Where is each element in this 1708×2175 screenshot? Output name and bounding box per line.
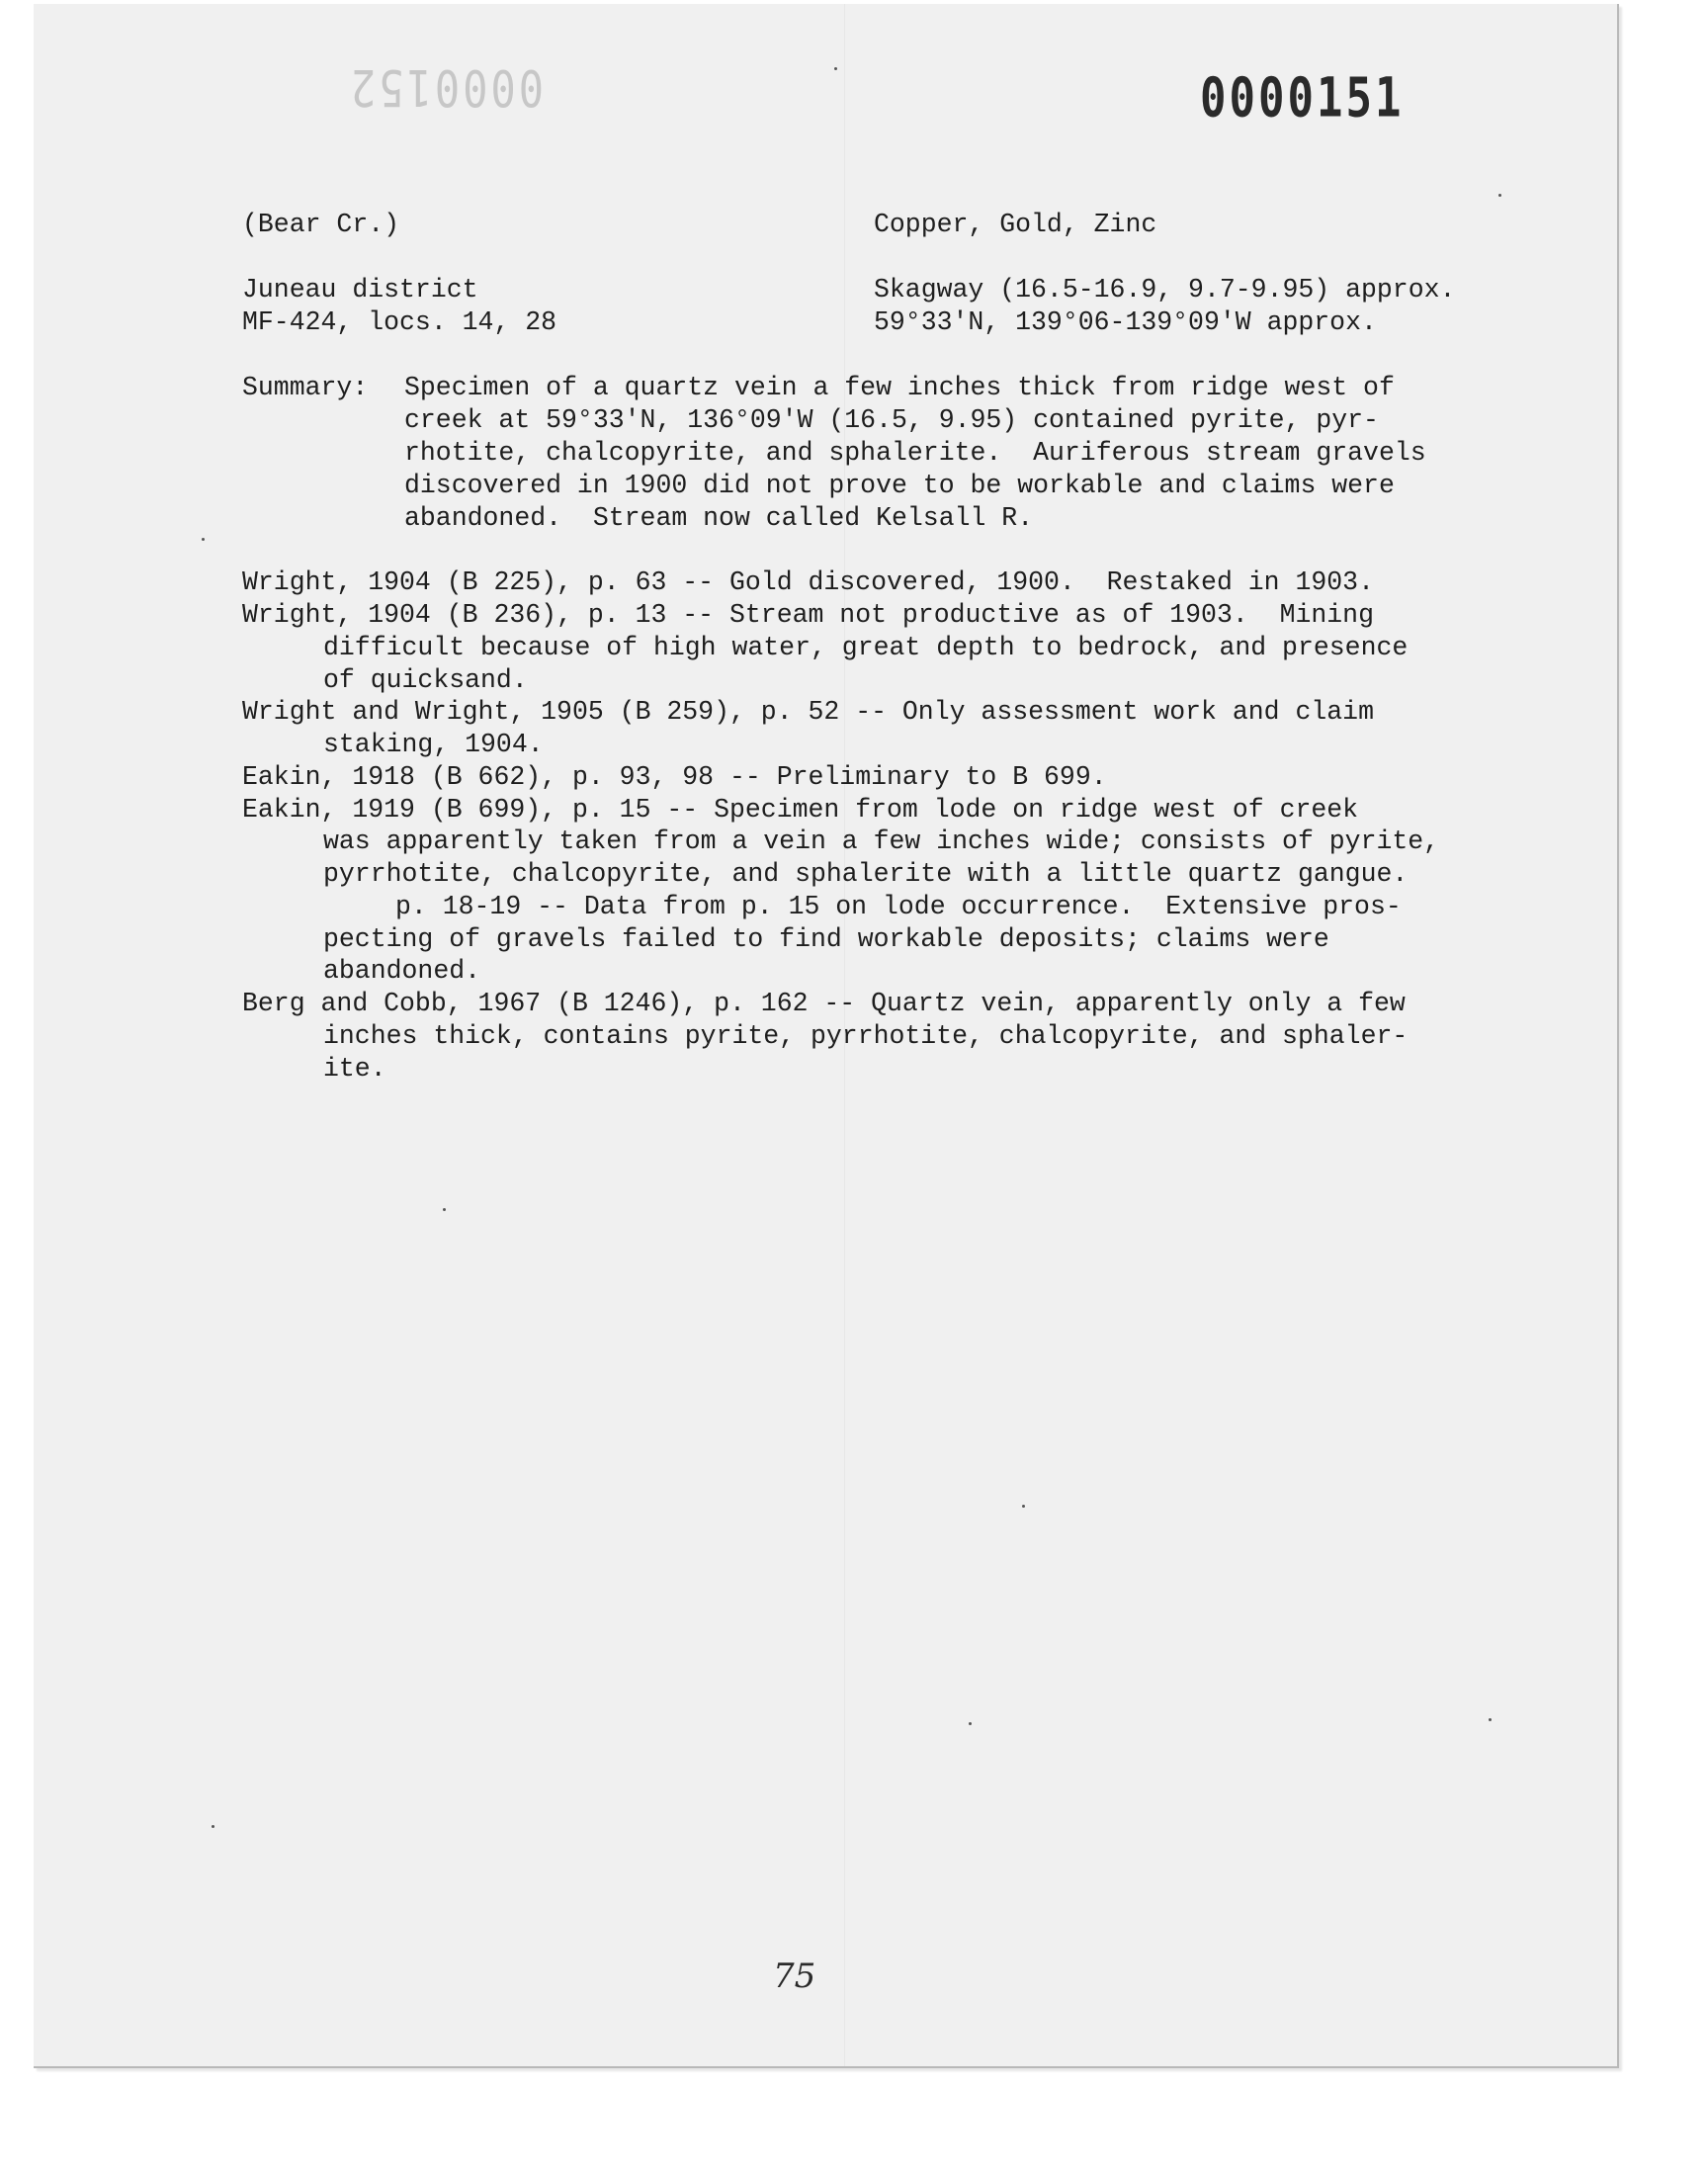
summary-line: discovered in 1900 did not prove to be workable and claims were	[404, 471, 1395, 500]
commodities: Copper, Gold, Zinc	[874, 210, 1157, 239]
handwritten-page-number: 75	[773, 1957, 816, 1996]
summary-line: rhotite, chalcopyrite, and sphalerite. Auriferous stream gravels	[404, 438, 1426, 468]
reference-line: was apparently taken from a vein a few inches wide; consists of pyrite,	[323, 826, 1440, 856]
reference-line: p. 18-19 -- Data from p. 15 on lode occurrence. Extensive pros-	[395, 892, 1402, 921]
scan-speck	[212, 1825, 214, 1828]
reference-line: difficult because of high water, great depth to bedrock, and presence	[323, 633, 1409, 662]
scan-speck	[1498, 194, 1501, 197]
reference-line: pyrrhotite, chalcopyrite, and sphalerite with a little quartz gangue.	[323, 859, 1409, 889]
reference-line: Wright and Wright, 1905 (B 259), p. 52 -- Only assessment work and claim	[242, 697, 1374, 727]
map-reference: MF-424, locs. 14, 28	[242, 307, 557, 337]
summary-line: creek at 59°33'N, 136°09'W (16.5, 9.95) contained pyrite, pyr-	[404, 405, 1379, 435]
scan-speck	[443, 1208, 446, 1211]
scan-speck	[834, 67, 837, 70]
summary-line: abandoned. Stream now called Kelsall R.	[404, 503, 1034, 533]
document-page	[34, 4, 1619, 2068]
reference-line: inches thick, contains pyrite, pyrrhotite, chalcopyrite, and sphaler-	[323, 1021, 1409, 1051]
reference-line: staking, 1904.	[323, 730, 544, 759]
reference-line: Eakin, 1918 (B 662), p. 93, 98 -- Preliminary to B 699.	[242, 762, 1107, 792]
district: Juneau district	[242, 275, 478, 304]
reference-line: ite.	[323, 1054, 386, 1084]
reference-line: of quicksand.	[323, 665, 528, 695]
scan-speck	[1489, 1718, 1492, 1721]
quadrangle: Skagway (16.5-16.9, 9.7-9.95) approx.	[874, 275, 1456, 304]
reference-line: Eakin, 1919 (B 699), p. 15 -- Specimen from lode on ridge west of creek	[242, 795, 1359, 825]
document-number-stamp: 0000151	[1200, 66, 1405, 130]
reference-line: pecting of gravels failed to find workable deposits; claims were	[323, 924, 1329, 954]
summary-label: Summary:	[242, 373, 369, 402]
scan-speck	[1022, 1505, 1025, 1508]
summary-line: Specimen of a quartz vein a few inches thick from ridge west of	[404, 373, 1395, 402]
reference-line: Wright, 1904 (B 236), p. 13 -- Stream not productive as of 1903. Mining	[242, 600, 1374, 630]
reference-line: abandoned.	[323, 956, 481, 986]
scan-speck	[202, 538, 205, 541]
bleed-through-number: 0000152	[348, 58, 545, 117]
reference-line: Wright, 1904 (B 225), p. 63 -- Gold discovered, 1900. Restaked in 1903.	[242, 567, 1374, 597]
reference-line: Berg and Cobb, 1967 (B 1246), p. 162 -- Quartz vein, apparently only a few	[242, 989, 1406, 1018]
coordinates: 59°33'N, 139°06-139°09'W approx.	[874, 307, 1377, 337]
scan-speck	[969, 1722, 972, 1725]
locality-name: (Bear Cr.)	[242, 210, 400, 239]
